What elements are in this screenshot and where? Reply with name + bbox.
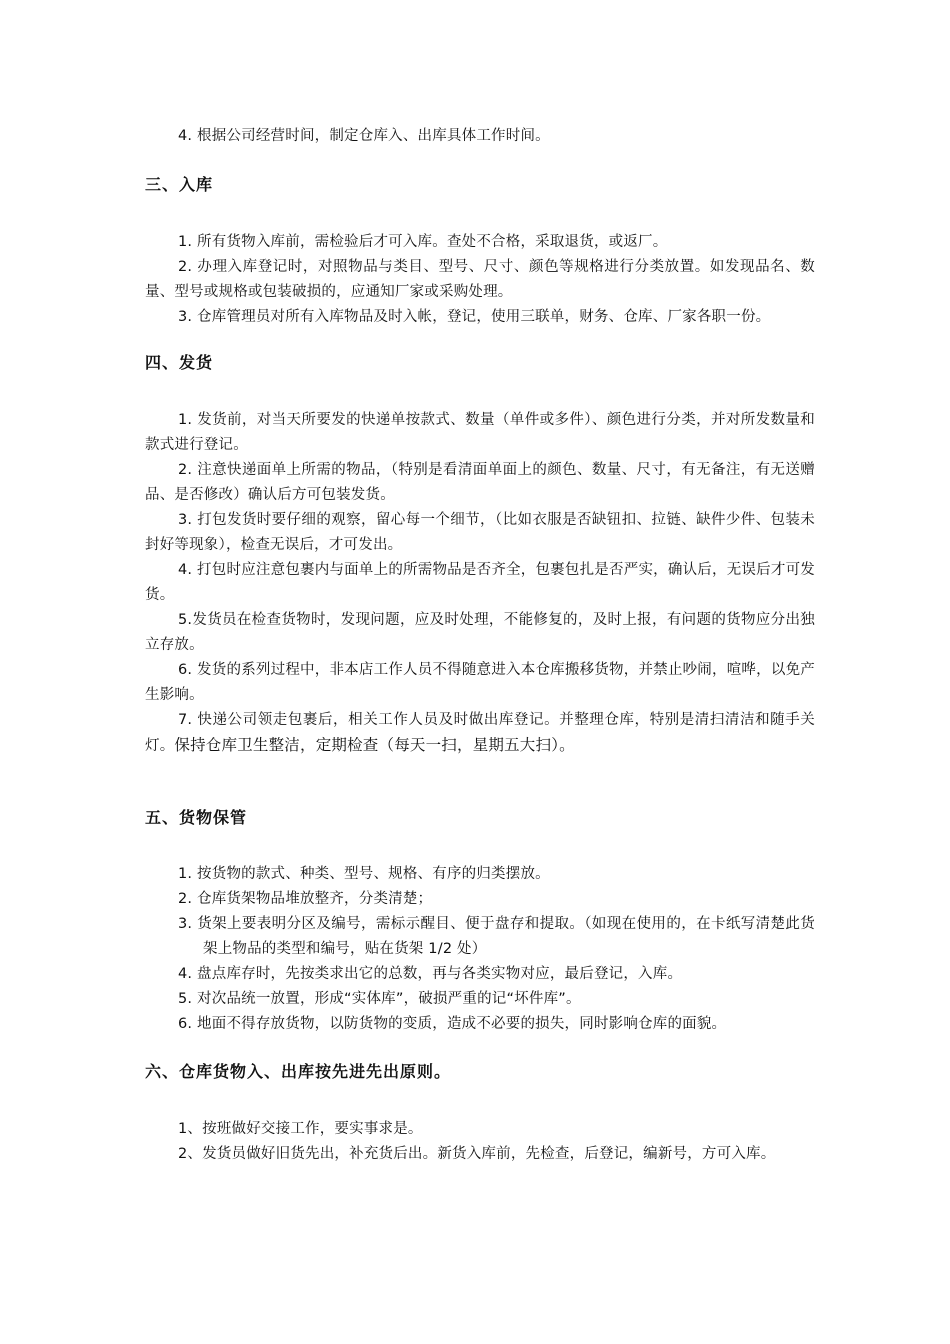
- section-5-item-5: 5. 对次品统一放置，形成“实体库”，破损严重的记“坏件库”。: [178, 991, 581, 1007]
- section-6-title: 六、仓库货物入、出库按先进先出原则。: [145, 1062, 452, 1081]
- section-5-title: 五、货物保管: [145, 808, 248, 827]
- section-4-title: 四、发货: [145, 353, 214, 372]
- section-4-item-5: 5.发货员在检查货物时，发现问题，应及时处理，不能修复的，及时上报，有问题的货物应分出独立存放。: [145, 612, 815, 653]
- section-4-item-6: 6. 发货的系列过程中，非本店工作人员不得随意进入本仓库搬移货物，并禁止吵闹，喧哗，以免产生影响。: [145, 662, 815, 703]
- section-3-item-2: 2. 办理入库登记时，对照物品与类目、型号、尺寸、颜色等规格进行分类放置。如发现品名、数量、型号或规格或包装破损的，应通知厂家或采购处理。: [145, 259, 815, 300]
- section-4-item-4: 4. 打包时应注意包裹内与面单上的所需物品是否齐全，包裹包扎是否严实，确认后，无误后才可发货。: [145, 562, 815, 603]
- section-5-item-6: 6. 地面不得存放货物，以防货物的变质，造成不必要的损失，同时影响仓库的面貌。: [178, 1016, 727, 1032]
- section-4-item-7: [145, 708, 815, 759]
- section-3-title: 三、入库: [145, 175, 214, 194]
- section-5-item-3: 3. 货架上要表明分区及编号，需标示醒目、便于盘存和提取。（如现在使用的，在卡纸写清楚此货架上物品的类型和编号，贴在货架 1/2 处）: [178, 916, 815, 957]
- section-4-item-3: 3. 打包发货时要仔细的观察，留心每一个细节，（比如衣服是否缺钮扣、拉链、缺件少件、包装未封好等现象），检查无误后，才可发出。: [145, 512, 815, 553]
- section-5-item-4: 4. 盘点库存时，先按类求出它的总数，再与各类实物对应，最后登记，入库。: [178, 966, 683, 982]
- intro-item-4: 4. 根据公司经营时间，制定仓库入、出库具体工作时间。: [178, 128, 550, 144]
- section-4-item-7-part-2: 保持仓库卫生整洁，定期检查（每天一扫，星期五大扫）。: [174, 736, 575, 754]
- section-3-item-3: 3. 仓库管理员对所有入库物品及时入帐，登记，使用三联单，财务、仓库、厂家各职一份。: [178, 309, 771, 325]
- section-5-item-1: 1. 按货物的款式、种类、型号、规格、有序的归类摆放。: [178, 866, 550, 882]
- section-4-item-2: 2. 注意快递面单上所需的物品，（特别是看清面单面上的颜色、数量、尺寸，有无备注，有无送赠品、是否修改）确认后方可包装发货。: [145, 462, 815, 503]
- section-6-item-2: 2、发货员做好旧货先出，补充货后出。新货入库前，先检查，后登记，编新号，方可入库。: [178, 1146, 776, 1162]
- section-4-item-1: 1. 发货前，对当天所要发的快递单按款式、数量（单件或多件）、颜色进行分类，并对所发数量和款式进行登记。: [145, 412, 815, 453]
- section-3-item-1: 1. 所有货物入库前，需检验后才可入库。查处不合格，采取退货，或返厂。: [178, 234, 668, 250]
- section-6-item-1: 1、按班做好交接工作，要实事求是。: [178, 1121, 423, 1137]
- section-5-item-2: 2. 仓库货架物品堆放整齐，分类清楚；: [178, 891, 433, 907]
- section-4-item-7-part-1: 7. 快递公司领走包裹后，相关工作人员及时做出库登记。并整理仓库，特别是清扫清洁和随手关灯。: [145, 712, 815, 754]
